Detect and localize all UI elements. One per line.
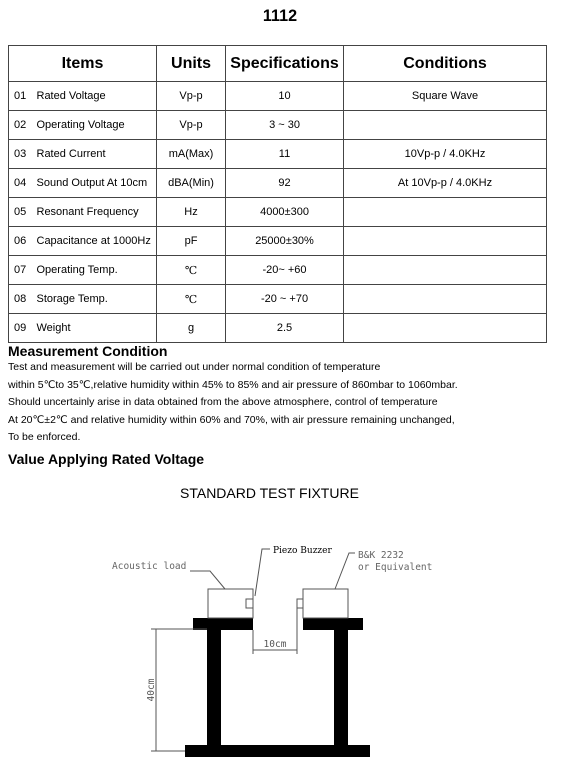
row-number: 03 <box>9 140 33 169</box>
row-condition <box>344 227 547 256</box>
row-number: 04 <box>9 169 33 198</box>
piezo-buzzer-label: Piezo Buzzer <box>273 546 332 556</box>
header-items: Items <box>9 46 157 82</box>
row-number: 02 <box>9 111 33 140</box>
table-row <box>9 169 547 198</box>
row-item: Capacitance at 1000Hz <box>33 227 157 256</box>
row-unit: ℃ <box>157 285 226 314</box>
row-number: 08 <box>9 285 33 314</box>
header-units: Units <box>157 46 226 82</box>
row-condition <box>344 198 547 227</box>
row-number: 09 <box>9 314 33 343</box>
row-item: Resonant Frequency <box>33 198 157 227</box>
fixture-left-top-bar <box>193 618 253 630</box>
row-item: Operating Temp. <box>33 256 157 285</box>
row-unit: Hz <box>157 198 226 227</box>
row-unit: pF <box>157 227 226 256</box>
row-condition <box>344 285 547 314</box>
row-condition: At 10Vp-p / 4.0KHz <box>344 169 547 198</box>
piezo-buzzer <box>246 599 253 608</box>
row-number: 01 <box>9 82 33 111</box>
row-spec: 10 <box>226 82 344 111</box>
table-row <box>9 82 547 111</box>
row-spec: 2.5 <box>226 314 344 343</box>
fixture-title: STANDARD TEST FIXTURE <box>180 485 359 501</box>
row-item: Rated Current <box>33 140 157 169</box>
measurement-text <box>8 359 458 447</box>
measurement-line: within 5℃to 35℃,relative humidity within 45% to 85% and air pressure of 860mbar to 1060mbar. <box>8 378 458 391</box>
piezo-leader <box>255 549 270 596</box>
table-row <box>9 256 547 285</box>
row-spec: -20~ +60 <box>226 256 344 285</box>
row-unit: ℃ <box>157 256 226 285</box>
table-row <box>9 285 547 314</box>
row-item: Operating Voltage <box>33 111 157 140</box>
fixture-right-leg <box>334 628 348 746</box>
measurement-line: Test and measurement will be carried out under normal condition of temperature <box>8 361 381 373</box>
bk-label-line1: B&K 2232 <box>358 550 404 561</box>
height-dimension-label: 40cm <box>146 678 157 702</box>
document-title: 1112 <box>262 6 298 25</box>
row-number: 05 <box>9 198 33 227</box>
microphone-tip <box>297 599 303 608</box>
row-spec: 25000±30% <box>226 227 344 256</box>
acoustic-load-label: Acoustic load <box>112 561 187 572</box>
test-fixture-diagram <box>0 530 572 781</box>
row-spec: 92 <box>226 169 344 198</box>
row-condition <box>344 256 547 285</box>
fixture-left-leg <box>207 628 221 746</box>
table-row <box>9 227 547 256</box>
row-condition: 10Vp-p / 4.0KHz <box>344 140 547 169</box>
bk-leader <box>335 553 355 589</box>
row-spec: 11 <box>226 140 344 169</box>
row-number: 06 <box>9 227 33 256</box>
spec-table <box>8 45 547 343</box>
measurement-line: At 20℃±2℃ and relative humidity within 60% and 70%, with air pressure remaining unchanged, <box>8 413 455 426</box>
row-item: Rated Voltage <box>33 82 157 111</box>
row-number: 07 <box>9 256 33 285</box>
table-row <box>9 140 547 169</box>
row-unit: dBA(Min) <box>157 169 226 198</box>
header-specifications: Specifications <box>226 46 344 82</box>
row-spec: 3 ~ 30 <box>226 111 344 140</box>
table-row <box>9 198 547 227</box>
measurement-heading: Measurement Condition <box>8 343 168 359</box>
row-spec: 4000±300 <box>226 198 344 227</box>
table-row <box>9 314 547 343</box>
table-header-row <box>9 46 547 82</box>
row-spec: -20 ~ +70 <box>226 285 344 314</box>
bk-label-line2: or Equivalent <box>358 562 433 573</box>
table-row <box>9 111 547 140</box>
gap-dimension-label: 10cm <box>263 639 287 650</box>
rated-voltage-heading: Value Applying Rated Voltage <box>8 451 205 467</box>
measurement-line: Should uncertainly arise in data obtained from the above atmosphere, control of temperature <box>8 396 438 408</box>
fixture-right-top-bar <box>303 618 363 630</box>
row-unit: mA(Max) <box>157 140 226 169</box>
row-item: Sound Output At 10cm <box>33 169 157 198</box>
row-condition: Square Wave <box>344 82 547 111</box>
row-item: Weight <box>33 314 157 343</box>
fixture-base <box>185 745 370 757</box>
header-conditions: Conditions <box>344 46 547 82</box>
microphone-box <box>303 589 348 618</box>
row-condition <box>344 314 547 343</box>
row-item: Storage Temp. <box>33 285 157 314</box>
row-unit: Vp-p <box>157 111 226 140</box>
row-unit: g <box>157 314 226 343</box>
measurement-line: To be enforced. <box>8 431 81 443</box>
row-unit: Vp-p <box>157 82 226 111</box>
row-condition <box>344 111 547 140</box>
acoustic-load-leader <box>190 571 225 589</box>
